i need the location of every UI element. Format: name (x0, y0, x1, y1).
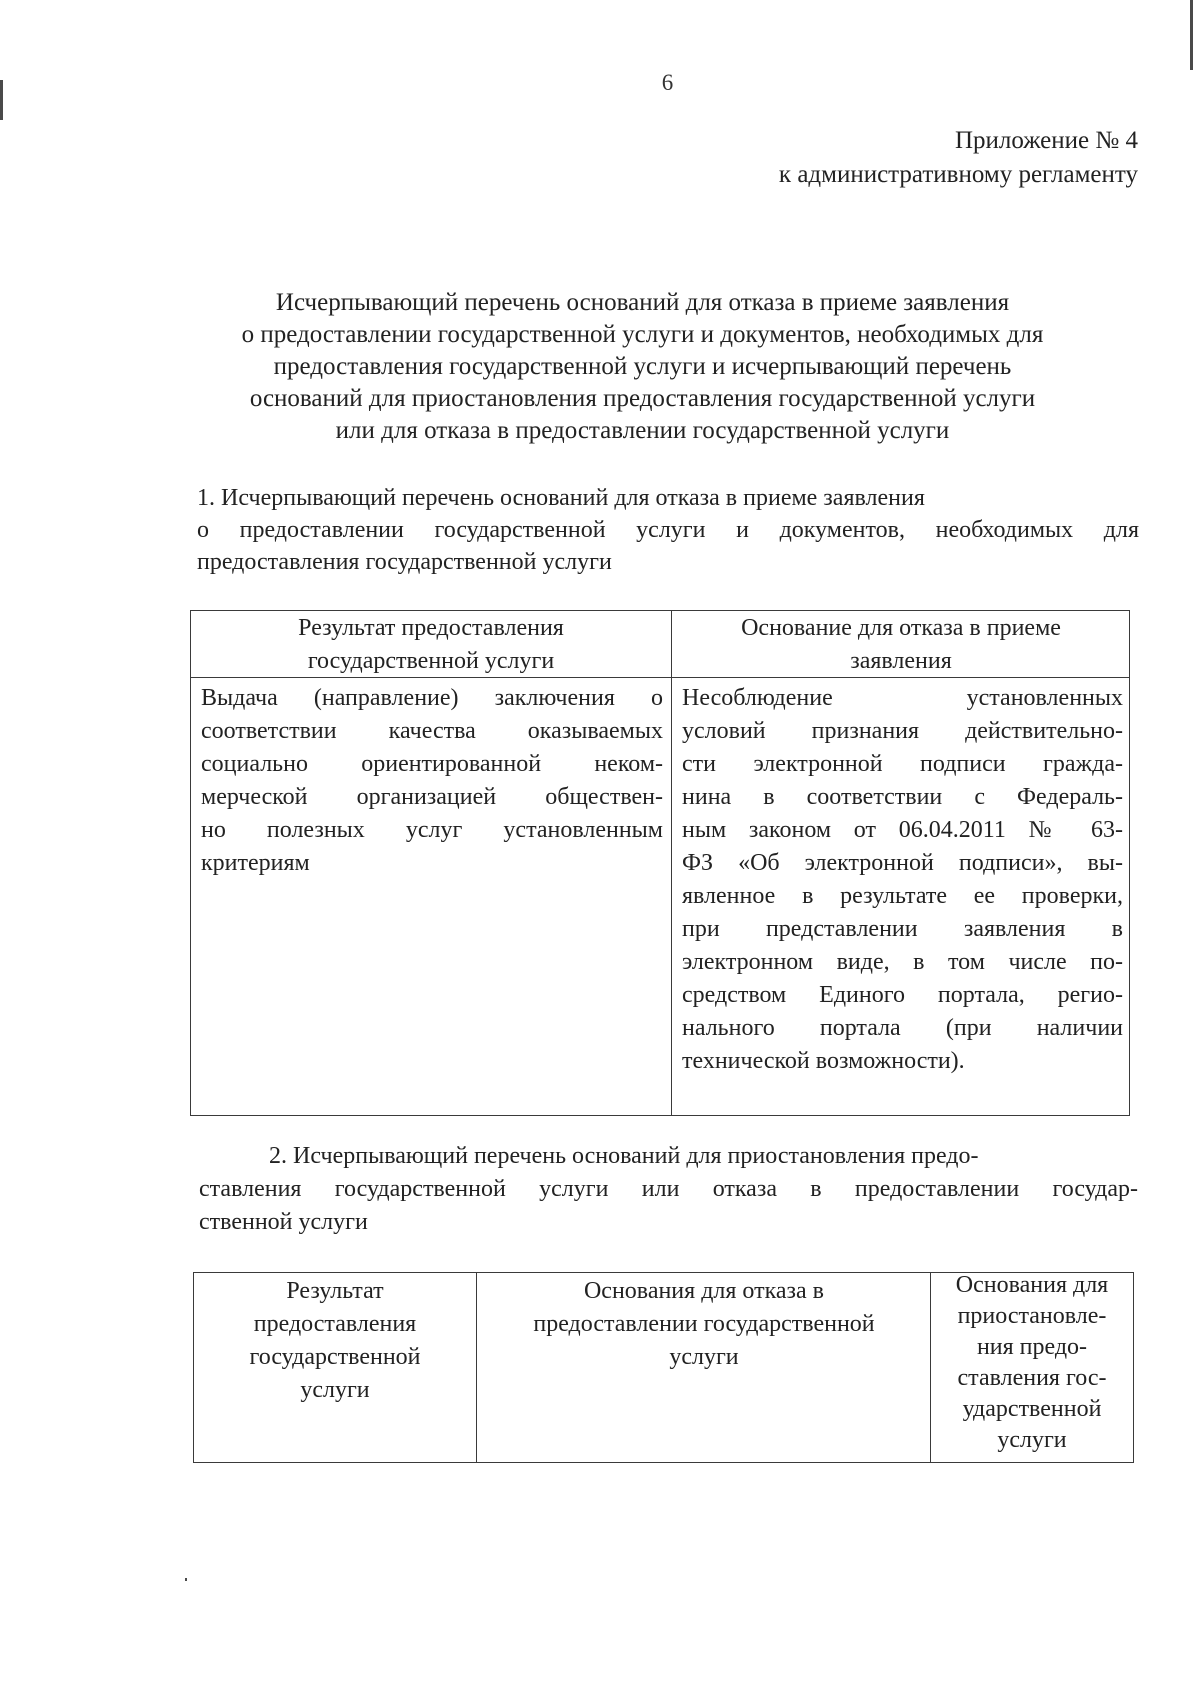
suspension-reasons-table (193, 1272, 1134, 1463)
header-line: заявления (850, 648, 952, 674)
cell-line: социально ориентированной неком- (201, 751, 663, 777)
table-column-divider (671, 611, 672, 1115)
scan-dust (185, 1578, 187, 1581)
table-header-result (194, 1275, 476, 1407)
header-line: услуги (300, 1377, 370, 1403)
cell-line: нального портала (при наличии (682, 1015, 1123, 1041)
cell-line: нина в соответствии с Федераль- (682, 784, 1123, 810)
cell-line: средством Единого портала, регио- (682, 982, 1123, 1008)
section-2-line: ственной услуги (199, 1209, 368, 1235)
cell-line: явленное в результате ее проверки, (682, 883, 1123, 909)
appendix-reference (779, 124, 1138, 192)
cell-line: Выдача (направление) заключения о (201, 685, 663, 711)
cell-line: ФЗ «Об электронной подписи», вы- (682, 850, 1123, 876)
cell-line: условий признания действительно- (682, 718, 1123, 744)
table-cell-result (201, 682, 663, 880)
header-line: Основания для отказа в (583, 1278, 825, 1304)
header-line: Результат (286, 1278, 384, 1304)
cell-line: технической возможности). (682, 1048, 965, 1074)
table-header-suspension (932, 1270, 1132, 1456)
cell-line: ным законом от 06.04.2011 № 63- (682, 817, 1123, 843)
header-line: ставления гос- (957, 1365, 1107, 1391)
cell-line: мерческой организацией обществен- (201, 784, 663, 810)
header-line: предоставления (253, 1311, 417, 1337)
title-line: о предоставлении государственной услуги и документов, необходимых для (241, 321, 1044, 348)
table-column-divider (476, 1273, 477, 1462)
refusal-reasons-table (190, 610, 1130, 1116)
table-header-refusal (478, 1275, 930, 1374)
appendix-number: Приложение № 4 (954, 127, 1138, 154)
document-title (190, 287, 1095, 447)
header-line: Основание для отказа в приеме (741, 615, 1061, 641)
cell-line: при представлении заявления в (682, 916, 1123, 942)
cell-line: критериям (201, 850, 310, 876)
title-line: Исчерпывающий перечень оснований для отказа в приеме заявления (275, 289, 1010, 316)
cell-line: электронном виде, в том числе по- (682, 949, 1123, 975)
section-2-heading (199, 1140, 1138, 1239)
header-line: услуги (997, 1427, 1067, 1453)
header-line: государственной услуги (307, 648, 555, 674)
scan-edge-mark (1190, 0, 1193, 70)
section-1-heading (197, 482, 1139, 578)
cell-line: сти электронной подписи гражда- (682, 751, 1123, 777)
scan-edge-mark (0, 80, 3, 120)
header-line: услуги (669, 1344, 739, 1370)
table-column-divider (930, 1273, 931, 1462)
title-line: предоставления государственной услуги и исчерпывающий перечень (273, 353, 1012, 380)
page-number: 6 (661, 70, 674, 95)
section-2-line: 2. Исчерпывающий перечень оснований для приостановления предо- (269, 1143, 979, 1169)
cell-line: соответствии качества оказываемых (201, 718, 663, 744)
cell-line: но полезных услуг установленным (201, 817, 663, 843)
table-header-result (191, 612, 671, 678)
title-line: или для отказа в предоставлении государственной услуги (335, 417, 950, 444)
appendix-regulation: к административному регламенту (778, 161, 1138, 188)
header-line: ния предо- (976, 1334, 1088, 1360)
header-line: предоставлении государственной (533, 1311, 875, 1337)
header-line: приостановле- (957, 1303, 1107, 1329)
table-cell-reason (682, 682, 1123, 1078)
cell-line: Несоблюдение установленных (682, 685, 1123, 711)
header-line: Основания для (955, 1272, 1109, 1298)
section-1-line: предоставления государственной услуги (197, 549, 612, 575)
header-line: ударственной (962, 1396, 1102, 1422)
table-header-reason (673, 612, 1129, 678)
header-line: государственной (249, 1344, 421, 1370)
section-1-line: 1. Исчерпывающий перечень оснований для отказа в приеме заявления (197, 485, 925, 511)
section-2-line: ставления государственной услуги или отказа в предоставлении государ- (199, 1176, 1138, 1202)
header-line: Результат предоставления (298, 615, 564, 641)
title-line: оснований для приостановления предоставления государственной услуги (249, 385, 1036, 412)
section-1-line: о предоставлении государственной услуги и документов, необходимых для (197, 517, 1139, 543)
